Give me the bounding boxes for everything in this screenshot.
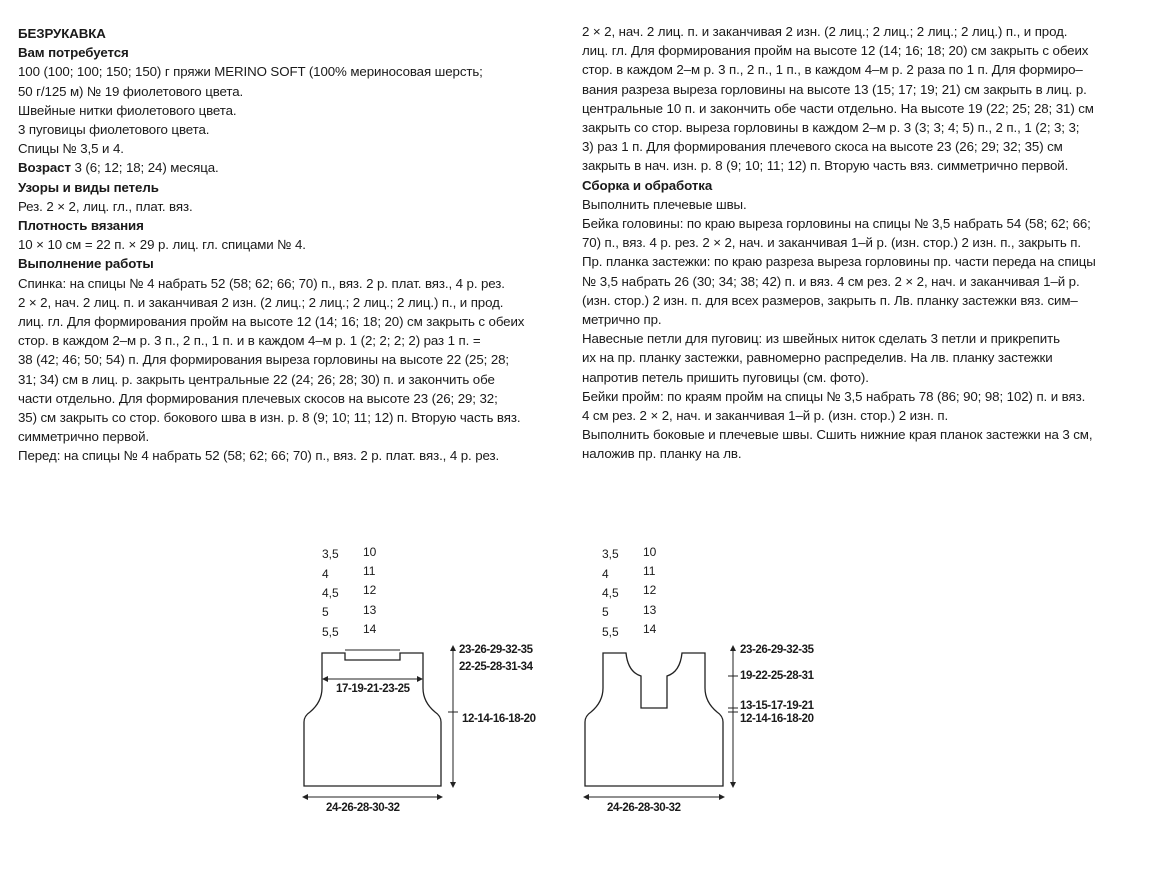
front-neck-height-label: 19-22-25-28-31 (740, 670, 814, 682)
text-line: 2 × 2, нач. 2 лиц. п. и заканчивая 2 изн. (2 лиц.; 2 лиц.; 2 лиц.; 2 лиц.) п., и прод. (18, 294, 504, 310)
back-neck-height-label: 22-25-28-31-34 (459, 661, 533, 673)
text-line: Выполнить плечевые швы. (582, 196, 747, 212)
needle-size: 4 (602, 567, 609, 581)
section-heading: Выполнение работы (18, 256, 154, 272)
front-outline (585, 653, 723, 786)
text-line: закрыть в нач. изн. р. 8 (9; 10; 11; 12) п. Вторую часть вяз. симметрично первой. (582, 158, 1069, 174)
text-line: (изн. стор.) 2 изн. п. для всех размеров, закрыть п. Лв. планку застежки вяз. сим– (582, 292, 1078, 308)
text-line: Выполнить боковые и плечевые швы. Сшить нижние края планок застежки на 3 см, (582, 427, 1093, 443)
text-line: Швейные нитки фиолетового цвета. (18, 102, 237, 118)
text-line: Бейки пройм: по краям пройм на спицы № 3,5 набрать 78 (86; 90; 98; 102) п. и вяз. (582, 388, 1086, 404)
text-line: стор. в каждом 2–м р. 3 п., 2 п., 1 п. и в каждом 4–м р. 1 (2; 2; 2; 2) раз 1 п. = (18, 333, 481, 349)
needle-size: 3,5 (602, 547, 619, 561)
text-line: лиц. гл. Для формирования пройм на высоте 12 (14; 16; 18; 20) см закрыть с обеих (582, 43, 1089, 59)
age-value: 10 (363, 545, 377, 559)
age-value: 12 (643, 583, 657, 597)
back-outline (304, 653, 441, 786)
text-line: лиц. гл. Для формирования пройм на высоте 12 (14; 16; 18; 20) см закрыть с обеих (18, 314, 525, 330)
text-line: закрыть со стор. выреза горловины в каждом 2–м р. 3 (3; 3; 4; 5) п., 2 п., 1 (2; 3; 3; (582, 120, 1080, 136)
text-line: Бейка головины: по краю выреза горловины на спицы № 3,5 набрать 54 (58; 62; 66; (582, 216, 1091, 232)
text-line: 35) см закрыть со стор. бокового шва в изн. р. 8 (9; 10; 11; 12) п. Вторую часть вяз. (18, 410, 521, 426)
text-line: симметрично первой. (18, 429, 150, 445)
needle-size: 4,5 (322, 586, 339, 600)
back-top-height-label: 23-26-29-32-35 (459, 644, 533, 656)
age-value: 13 (643, 603, 657, 617)
age-value: 10 (643, 545, 657, 559)
needle-size: 4 (322, 567, 329, 581)
text-line: 2 × 2, нач. 2 лиц. п. и заканчивая 2 изн. (2 лиц.; 2 лиц.; 2 лиц.; 2 лиц.) п., и прод. (582, 24, 1068, 39)
text-line: Спицы № 3,5 и 4. (18, 141, 124, 157)
text-line: 38 (42; 46; 50; 54) п. Для формирования выреза горловины на высоте 22 (25; 28; (18, 352, 510, 368)
front-size-table (602, 545, 657, 639)
needle-size: 3,5 (322, 547, 339, 561)
text-line: Спинка: на спицы № 4 набрать 52 (58; 62; 66; 70) п., вяз. 2 р. плат. вяз., 4 р. рез. (18, 275, 505, 291)
text-line: 70) п., вяз. 4 р. рез. 2 × 2, нач. и заканчивая 1–й р. (изн. стор.) 2 изн. п., закрыть п. (582, 235, 1081, 251)
age-value: 11 (363, 564, 376, 578)
text-line: 3 пуговицы фиолетового цвета. (18, 122, 210, 138)
needle-size: 4,5 (602, 586, 619, 600)
text-line: метрично пр. (582, 312, 662, 328)
text-line: Перед: на спицы № 4 набрать 52 (58; 62; 66; 70) п., вяз. 2 р. плат. вяз., 4 р. рез. (18, 448, 500, 464)
text-line: 10 × 10 см = 22 п. × 29 р. лиц. гл. спицами № 4. (18, 237, 306, 253)
age-value: 14 (643, 622, 657, 636)
age-value: 11 (643, 564, 656, 578)
front-armhole-height-label: 12-14-16-18-20 (740, 713, 814, 725)
section-heading: Узоры и виды петель (18, 179, 159, 195)
age-value: 12 (363, 583, 377, 597)
text-line: Навесные петли для пуговиц: из швейных ниток сделать 3 петли и прикрепить (582, 331, 1060, 347)
front-slit-height-label: 13-15-17-19-21 (740, 700, 814, 712)
text-line: Рез. 2 × 2, лиц. гл., плат. вяз. (18, 198, 193, 214)
section-heading: Плотность вязания (18, 218, 144, 234)
front-top-height-label: 23-26-29-32-35 (740, 644, 814, 656)
needle-size: 5 (602, 605, 609, 619)
text-line: 50 г/125 м) № 19 фиолетового цвета. (18, 83, 244, 99)
text-line: напротив петель пришить пуговицы (см. фото). (582, 369, 869, 385)
text-line: 31; 34) см в лиц. р. закрыть центральные 22 (24; 26; 28; 30) п. и закончить обе (18, 371, 495, 387)
text-line: 3) раз 1 п. Для формирования плечевого скоса на высоте 23 (26; 29; 32; 35) см (582, 139, 1063, 155)
back-size-table (322, 545, 377, 639)
text-line: центральные 10 п. и закончить обе части отдельно. На высоте 19 (22; 25; 28; 31) см (582, 100, 1094, 116)
section-heading: Возраст 3 (6; 12; 18; 24) месяца. (18, 160, 219, 176)
front-width-label: 24-26-28-30-32 (607, 802, 681, 814)
text-line: 4 см рез. 2 × 2, нач. и заканчивая 1–й р. (изн. стор.) 2 изн. п. (582, 408, 949, 424)
text-line: стор. в каждом 2–м р. 3 п., 2 п., 1 п., в каждом 4–м р. 2 раза по 1 п. Для формиро– (582, 62, 1083, 78)
text-line: № 3,5 набрать 26 (30; 34; 38; 42) п. и вяз. 4 см рез. 2 × 2, нач. и заканчивая 1–й р. (582, 273, 1080, 289)
back-armhole-height-label: 12-14-16-18-20 (462, 713, 536, 725)
age-value: 14 (363, 622, 377, 636)
section-heading: БЕЗРУКАВКА (18, 26, 106, 41)
age-value: 13 (363, 603, 377, 617)
text-line: Пр. планка застежки: по краю разреза выреза горловины пр. части переда на спицы (582, 254, 1096, 270)
text-line: наложив пр. планку на лв. (582, 446, 742, 462)
text-line: части отдельно. Для формирования плечевых скосов на высоте 23 (26; 29; 32; (18, 390, 498, 406)
text-line: вания разреза выреза горловины на высоте 13 (15; 17; 19; 21) см закрыть в лиц. р. (582, 81, 1087, 97)
text-line: их на пр. планку застежки, равномерно распределив. На лв. планку застежки (582, 350, 1053, 366)
section-heading: Сборка и обработка (582, 177, 713, 193)
needle-size: 5 (322, 605, 329, 619)
text-line: 100 (100; 100; 150; 150) г пряжи MERINO SOFT (100% мериносовая шерсть; (18, 64, 483, 80)
back-width-label: 24-26-28-30-32 (326, 802, 400, 814)
needle-size: 5,5 (322, 625, 339, 639)
needle-size: 5,5 (602, 625, 619, 639)
section-heading: Вам потребуется (18, 45, 129, 61)
back-shoulder-width-label: 17-19-21-23-25 (336, 683, 410, 695)
